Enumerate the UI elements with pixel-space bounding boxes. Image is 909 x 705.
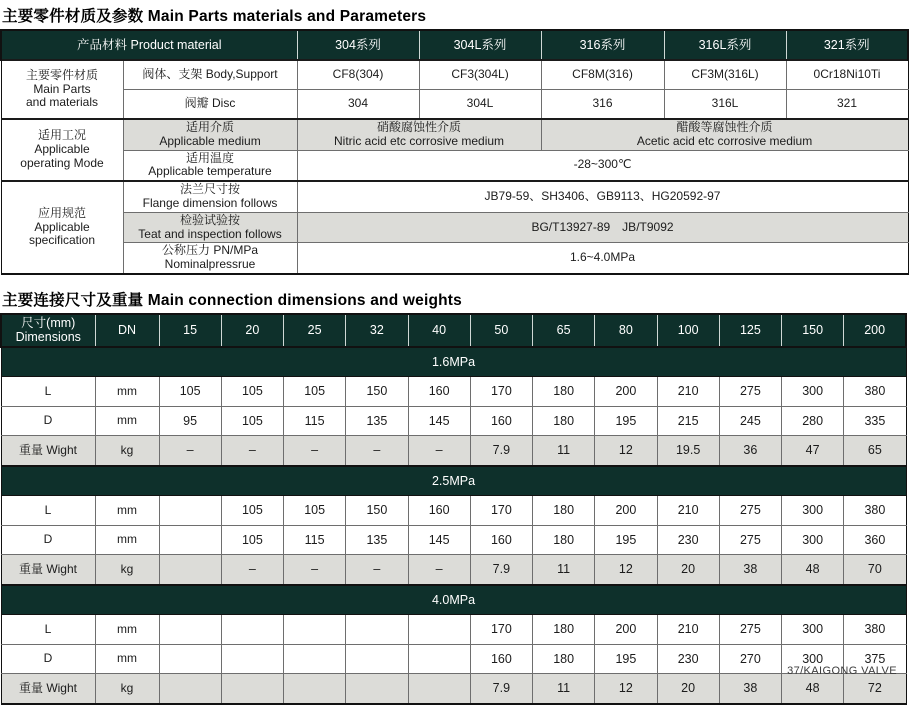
value-cell: 12 [595, 555, 657, 585]
value-cell: 65 [844, 436, 906, 466]
value-cell: – [221, 555, 283, 585]
dn-col-header: 40 [408, 314, 470, 347]
value-cell: 200 [595, 377, 657, 407]
value-cell: 300 [782, 644, 844, 674]
value-cell: 170 [470, 377, 532, 407]
row-label: D [1, 644, 95, 674]
value-cell: 38 [719, 555, 781, 585]
value-cell [221, 674, 283, 704]
value-cell: 180 [533, 615, 595, 645]
value-cell: 12 [595, 436, 657, 466]
value-cell [408, 644, 470, 674]
table-row [1, 377, 906, 407]
value-cell [159, 674, 221, 704]
value-cell: 105 [221, 525, 283, 555]
value-cell: 20 [657, 555, 719, 585]
value-cell: 19.5 [657, 436, 719, 466]
value-cell: -28~300℃ [297, 150, 908, 181]
pressure-band-label: 4.0MPa [1, 585, 906, 615]
attr-label [123, 243, 297, 274]
attr-en: Applicable temperature [148, 164, 272, 179]
value-cell: 105 [284, 377, 346, 407]
value-cell: 160 [470, 525, 532, 555]
table-row [1, 150, 908, 181]
row-label: 重量 Wight [1, 674, 95, 704]
value-cell: 105 [221, 377, 283, 407]
value-cell: 210 [657, 615, 719, 645]
value-cell: CF8M(316) [541, 60, 664, 90]
attr-label: 阀体、支架 Body,Support [123, 60, 297, 90]
row-label: D [1, 406, 95, 436]
attr-en: Nominalpressrue [164, 257, 256, 272]
value-cell: 135 [346, 525, 408, 555]
value-cell: 180 [533, 525, 595, 555]
attr-zh: 法兰尺寸按 [180, 182, 241, 197]
value-cell: 380 [844, 377, 906, 407]
value-cell: 380 [844, 496, 906, 526]
pressure-band-label: 2.5MPa [1, 466, 906, 496]
value-cell: 95 [159, 406, 221, 436]
dn-col-header: 200 [844, 314, 906, 347]
dn-col-header: 50 [470, 314, 532, 347]
value-cell: 47 [782, 436, 844, 466]
row-label: L [1, 377, 95, 407]
value-cell: 335 [844, 406, 906, 436]
specification-group-label [1, 181, 123, 274]
value-cell: 7.9 [470, 555, 532, 585]
group-label-en: Main Parts [33, 81, 91, 96]
value-en: Acetic acid etc corrosive medium [636, 133, 813, 148]
value-cell: CF8(304) [297, 60, 419, 90]
value-cell: – [346, 436, 408, 466]
value-cell: 300 [782, 525, 844, 555]
row-label: L [1, 615, 95, 645]
table-row [1, 119, 908, 150]
unit-label: mm [95, 525, 159, 555]
attr-en: Teat and inspection follows [138, 226, 282, 241]
group-label-zh: 应用规范 [37, 205, 86, 220]
attr-en: Applicable medium [159, 133, 261, 148]
value-cell: 215 [657, 406, 719, 436]
value-cell: – [346, 555, 408, 585]
series-header-304l: 304L系列 [419, 30, 541, 60]
value-cell: BG/T13927-89 JB/T9092 [297, 212, 908, 243]
attr-en: Flange dimension follows [142, 195, 278, 210]
value-cell: JB79-59、SH3406、GB9113、HG20592-97 [297, 181, 908, 212]
pressure-band-row [1, 585, 906, 615]
value-cell: 360 [844, 525, 906, 555]
value-en: Nitric acid etc corrosive medium [333, 133, 505, 148]
table-row [1, 525, 906, 555]
value-cell: 170 [470, 615, 532, 645]
value-cell: 230 [657, 644, 719, 674]
value-cell: 135 [346, 406, 408, 436]
value-cell: 321 [786, 90, 908, 120]
value-cell [284, 674, 346, 704]
table-row [1, 615, 906, 645]
main-parts-group-label [1, 60, 123, 119]
table-row [1, 406, 906, 436]
series-header-316l: 316L系列 [664, 30, 786, 60]
table-row [1, 555, 906, 585]
dn-col-header: 65 [533, 314, 595, 347]
table-row [1, 60, 908, 90]
value-cell: 316 [541, 90, 664, 120]
value-cell: 160 [408, 377, 470, 407]
group-label-en: and materials [25, 95, 99, 110]
value-cell: 275 [719, 496, 781, 526]
table-row [1, 90, 908, 120]
value-cell: 180 [533, 406, 595, 436]
value-cell: 210 [657, 496, 719, 526]
value-cell [408, 615, 470, 645]
value-cell: 1.6~4.0MPa [297, 243, 908, 274]
value-cell: – [284, 436, 346, 466]
value-cell [408, 674, 470, 704]
value-cell: 200 [595, 496, 657, 526]
value-cell: 150 [346, 377, 408, 407]
value-cell [221, 615, 283, 645]
value-cell: 210 [657, 377, 719, 407]
value-cell: 180 [533, 377, 595, 407]
value-cell: 275 [719, 525, 781, 555]
dn-col-header: 80 [595, 314, 657, 347]
value-cell: 48 [782, 674, 844, 704]
value-cell: – [221, 436, 283, 466]
pressure-band-row [1, 347, 906, 377]
table-row [1, 644, 906, 674]
value-cell: 280 [782, 406, 844, 436]
group-label-en: operating Mode [20, 155, 104, 170]
attr-label [123, 150, 297, 181]
unit-label: kg [95, 436, 159, 466]
value-cell: 160 [408, 496, 470, 526]
dn-col-header: 100 [657, 314, 719, 347]
dimensions-header-row [1, 314, 906, 347]
value-zh: 醋酸等腐蚀性介质 [676, 120, 773, 134]
unit-label: kg [95, 674, 159, 704]
unit-label: mm [95, 377, 159, 407]
group-label-en: specification [28, 233, 96, 248]
dn-col-header: 150 [782, 314, 844, 347]
group-label-zh: 适用工况 [37, 128, 86, 143]
value-cell [297, 119, 541, 150]
value-cell: – [284, 555, 346, 585]
unit-label: kg [95, 555, 159, 585]
value-cell: 304 [297, 90, 419, 120]
value-cell: 105 [221, 406, 283, 436]
value-cell: 195 [595, 525, 657, 555]
value-cell: 7.9 [470, 674, 532, 704]
value-cell: 11 [533, 674, 595, 704]
dimensions-header [1, 314, 95, 347]
value-cell: 195 [595, 644, 657, 674]
value-cell [159, 525, 221, 555]
value-cell: – [408, 555, 470, 585]
value-cell [159, 555, 221, 585]
dn-col-header: 32 [346, 314, 408, 347]
table-row [1, 243, 908, 274]
dimensions-header-zh: 尺寸(mm) [21, 315, 76, 330]
row-label: D [1, 525, 95, 555]
value-cell [346, 644, 408, 674]
value-cell: – [408, 436, 470, 466]
value-cell: 170 [470, 496, 532, 526]
dn-header: DN [95, 314, 159, 347]
value-cell: 375 [844, 644, 906, 674]
dn-col-header: 15 [159, 314, 221, 347]
value-cell: 316L [664, 90, 786, 120]
value-cell: 70 [844, 555, 906, 585]
value-cell: 36 [719, 436, 781, 466]
attr-zh: 公称压力 PN/MPa [162, 243, 259, 258]
table-row [1, 212, 908, 243]
value-cell: 72 [844, 674, 906, 704]
value-cell: 160 [470, 644, 532, 674]
attr-zh: 检验试验按 [180, 212, 241, 227]
row-label: 重量 Wight [1, 436, 95, 466]
group-label-en: Applicable [34, 142, 90, 157]
attr-label [123, 212, 297, 243]
value-cell: 275 [719, 377, 781, 407]
unit-label: mm [95, 406, 159, 436]
series-header-321: 321系列 [786, 30, 908, 60]
value-cell: 115 [284, 525, 346, 555]
value-cell: 11 [533, 436, 595, 466]
value-cell: 180 [533, 496, 595, 526]
unit-label: mm [95, 615, 159, 645]
dn-col-header: 20 [221, 314, 283, 347]
value-cell: 48 [782, 555, 844, 585]
value-cell: 270 [719, 644, 781, 674]
unit-label: mm [95, 644, 159, 674]
operating-group-label [1, 119, 123, 181]
value-cell: 20 [657, 674, 719, 704]
value-cell: 105 [221, 496, 283, 526]
value-cell: – [159, 436, 221, 466]
value-cell [159, 615, 221, 645]
row-label: 重量 Wight [1, 555, 95, 585]
value-cell [284, 615, 346, 645]
value-cell: 195 [595, 406, 657, 436]
group-label-en: Applicable [34, 219, 90, 234]
value-cell: 200 [595, 615, 657, 645]
product-material-header: 产品材料 Product material [1, 30, 297, 60]
value-cell: 180 [533, 644, 595, 674]
value-cell [346, 674, 408, 704]
table-row [1, 181, 908, 212]
value-cell: 300 [782, 496, 844, 526]
page-footer: 37/KAIGONG VALVE [787, 665, 897, 677]
dimensions-table [0, 313, 907, 705]
dimensions-header-en: Dimensions [15, 330, 81, 345]
value-cell: CF3M(316L) [664, 60, 786, 90]
value-cell: 115 [284, 406, 346, 436]
value-cell [541, 119, 908, 150]
value-zh: 硝酸腐蚀性介质 [377, 120, 462, 134]
value-cell: 145 [408, 406, 470, 436]
attr-label: 阀瓣 Disc [123, 90, 297, 120]
value-cell: 0Cr18Ni10Ti [786, 60, 908, 90]
attr-zh: 适用介质 [186, 120, 235, 134]
table-row [1, 436, 906, 466]
unit-label: mm [95, 496, 159, 526]
value-cell: 150 [346, 496, 408, 526]
value-cell [284, 644, 346, 674]
section2-title: 主要连接尺寸及重量 Main connection dimensions and weights [2, 291, 462, 309]
value-cell: 160 [470, 406, 532, 436]
value-cell: 304L [419, 90, 541, 120]
attr-label [123, 181, 297, 212]
value-cell: 11 [533, 555, 595, 585]
series-header-304: 304系列 [297, 30, 419, 60]
value-cell: 300 [782, 377, 844, 407]
series-header-316: 316系列 [541, 30, 664, 60]
value-cell [159, 496, 221, 526]
group-label-zh: 主要零件材质 [25, 67, 98, 82]
table-row [1, 674, 906, 704]
pressure-band-label: 1.6MPa [1, 347, 906, 377]
dn-col-header: 125 [719, 314, 781, 347]
pressure-band-row [1, 466, 906, 496]
materials-header-row [1, 30, 908, 60]
value-cell: 38 [719, 674, 781, 704]
value-cell: 7.9 [470, 436, 532, 466]
value-cell: 105 [284, 496, 346, 526]
value-cell [159, 644, 221, 674]
value-cell: 300 [782, 615, 844, 645]
attr-label [123, 119, 297, 150]
value-cell: 105 [159, 377, 221, 407]
table-row [1, 496, 906, 526]
value-cell: 12 [595, 674, 657, 704]
row-label: L [1, 496, 95, 526]
attr-zh: 适用温度 [186, 150, 235, 165]
value-cell [346, 615, 408, 645]
value-cell: 380 [844, 615, 906, 645]
value-cell [221, 644, 283, 674]
value-cell: 145 [408, 525, 470, 555]
value-cell: 275 [719, 615, 781, 645]
section1-title: 主要零件材质及参数 Main Parts materials and Parameters [2, 8, 427, 25]
value-cell: CF3(304L) [419, 60, 541, 90]
dn-col-header: 25 [284, 314, 346, 347]
materials-table [0, 29, 909, 275]
value-cell: 230 [657, 525, 719, 555]
value-cell: 245 [719, 406, 781, 436]
